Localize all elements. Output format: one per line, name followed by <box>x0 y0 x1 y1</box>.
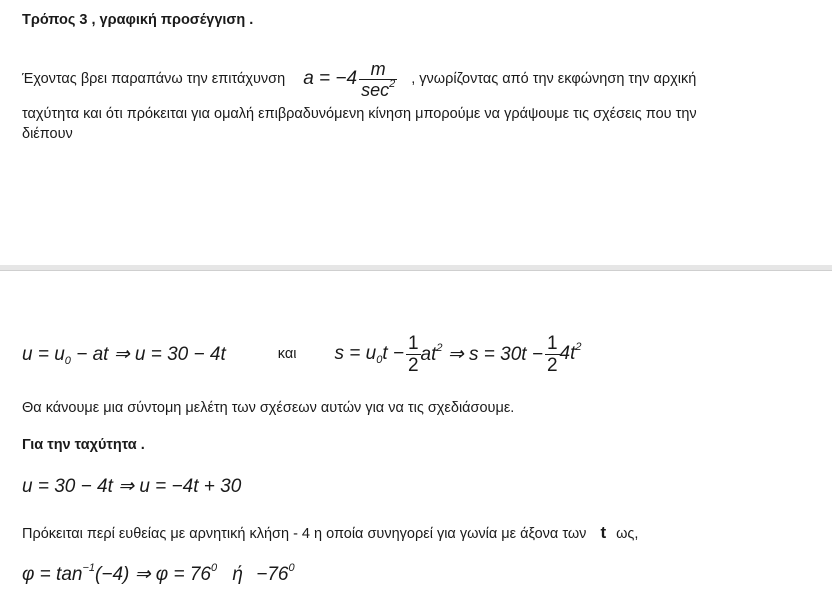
half-fraction: $\frac{1}{2}$ <box>407 332 419 376</box>
position-equation-part2: $at^2$ ⇒ s = 30t − <box>420 341 543 365</box>
unit-exponent: 2 <box>389 77 396 90</box>
intro-line <box>22 54 696 104</box>
intro-line-2: ταχύτητα και ότι πρόκειται για ομαλή επιβραδυνόμενη κίνηση μπορούμε να γράψουμε τις σχέσεις που την <box>22 106 697 122</box>
slope-variable-t: t <box>600 523 607 542</box>
acceleration-unit-fraction <box>359 60 397 99</box>
acceleration-expression: a = −4 <box>303 68 358 89</box>
position-equation: $s = u_0t$ − <box>334 343 404 366</box>
position-equation-part3: $4t^2$ <box>559 341 582 364</box>
intro-text-before: Έχοντας βρει παραπάνω την επιτάχυνση <box>22 71 286 87</box>
half-fraction-2: $\frac{1}{2}$ <box>546 332 558 376</box>
intro-line-3: διέπουν <box>22 126 73 142</box>
slope-text: Πρόκειται περί ευθείας με αρνητική κλήση - 4 η οποία συνηγορεί για γωνία με άξονα των <box>22 526 587 542</box>
slope-text-end: ως, <box>616 526 639 542</box>
unit-denominator: $\sec^2$ <box>361 77 396 100</box>
velocity-heading: Για την ταχύτητα . <box>22 437 145 453</box>
intro-text-after: , γνωρίζοντας από την εκφώνηση την αρχική <box>411 71 697 87</box>
page-heading: Τρόπος 3 , γραφική προσέγγιση . <box>22 12 254 28</box>
velocity-equation-rearranged: u = 30 − 4t ⇒ u = −4t + 30 <box>22 476 242 497</box>
slope-line <box>22 523 638 543</box>
velocity-equation: $u = u_0$ − at ⇒ u = 30 − 4t <box>22 343 226 367</box>
study-text: Θα κάνουμε μια σύντομη μελέτη των σχέσεων αυτών για να τις σχεδιάσουμε. <box>22 400 515 416</box>
motion-equations <box>22 328 582 380</box>
connector-and: και <box>277 346 297 362</box>
section-divider-line <box>0 270 832 271</box>
unit-numerator: m <box>370 58 386 79</box>
angle-equation: $\varphi = \tan^{-1}(-4)$ ⇒ $\varphi = 76^0$ $ή -76^0$ <box>22 562 295 585</box>
